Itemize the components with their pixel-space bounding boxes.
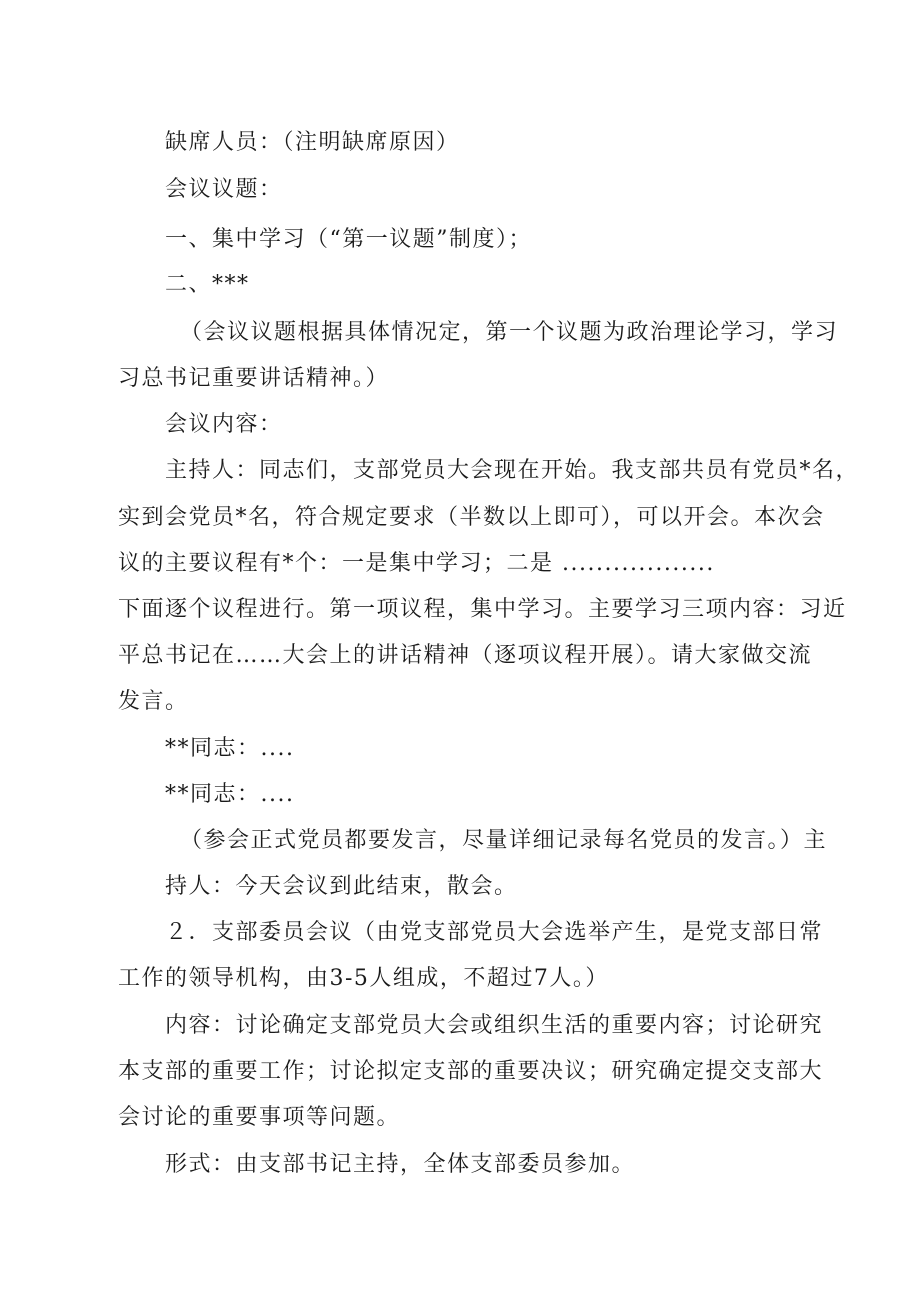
committee-meeting-heading-line-2: 工作的领导机构，由3-5人组成，不超过7人。）	[118, 966, 609, 991]
host-speech-line-6: 发言。	[118, 689, 189, 714]
agenda-item-1: 一、集中学习（“第一议题”制度）；	[165, 227, 532, 252]
remarks-note-line-1: （参会正式党员都要发言，尽量详细记录每名党员的发言。）主	[180, 828, 828, 853]
host-speech-line-5: 平总书记在……大会上的讲话精神（逐项议程开展）。请大家做交流	[118, 643, 813, 668]
absentees-line: 缺席人员：（注明缺席原因）	[165, 130, 460, 155]
agenda-heading: 会议议题：	[165, 177, 283, 202]
content-heading: 会议内容：	[165, 412, 283, 437]
committee-form-line: 形式：由支部书记主持，全体支部委员参加。	[165, 1152, 636, 1177]
agenda-item-2: 二、***	[165, 272, 250, 297]
host-speech-line-4: 下面逐个议程进行。第一项议程，集中学习。主要学习三项内容：习近	[118, 597, 847, 622]
remarks-note-line-2: 持人：今天会议到此结束，散会。	[165, 874, 518, 899]
committee-meeting-heading-line-1: ２．支部委员会议（由党支部党员大会选举产生，是党支部日常	[165, 920, 824, 945]
agenda-note-line-1: （会议议题根据具体情况定，第一个议题为政治理论学习，学习	[180, 320, 839, 345]
host-speech-line-3: 议的主要议程有*个：一是集中学习；二是 ..................	[118, 551, 715, 576]
committee-content-line-2: 本支部的重要工作；讨论拟定支部的重要决议；研究确定提交支部大	[118, 1059, 824, 1084]
committee-content-line-1: 内容：讨论确定支部党员大会或组织生活的重要内容；讨论研究	[165, 1013, 824, 1038]
comrade-remark-1: **同志：....	[165, 736, 295, 761]
committee-content-line-3: 会讨论的重要事项等问题。	[118, 1105, 401, 1130]
host-speech-line-1: 主持人：同志们，支部党员大会现在开始。我支部共员有党员*名，	[165, 458, 860, 483]
agenda-note-line-2: 习总书记重要讲话精神。）	[118, 366, 390, 391]
comrade-remark-2: **同志：....	[165, 782, 295, 807]
host-speech-line-2: 实到会党员*名，符合规定要求（半数以上即可），可以开会。本次会	[118, 505, 825, 530]
